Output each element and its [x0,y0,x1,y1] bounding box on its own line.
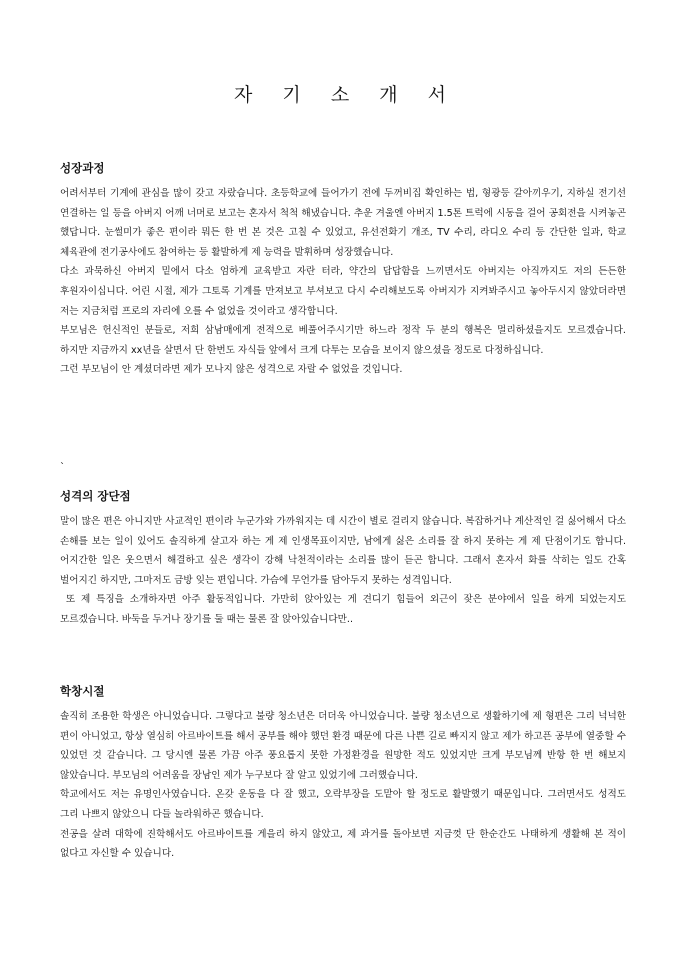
section-heading-school-days: 학창시절 [60,684,105,698]
section-school-days [60,683,626,864]
section-heading-personality: 성격의 장단점 [60,489,131,503]
stray-mark: ` [60,462,65,473]
section-heading-growth: 성장과정 [60,161,105,175]
paragraph: 솔직히 조용한 학생은 아니었습니다. 그렇다고 불량 청소년은 더더욱 아니었습니다. 불량 청소년으로 생활하기에 제 형편은 그리 넉넉한 편이 아니었고, 항상 열심히 아르바이트를 해서 공부를 해야 했던 환경 때문에 다른 나쁜 길로 빠지지 않고 제가 하고픈 공부에 열중할 수 있었던 것 같습니다. 그 당시엔 물론 가끔 아주 풍요롭지 못한 가정환경을 원망한 적도 있었지만 크게 부모님께 반항 한 번 해보지 않았습니다. 부모님의 어려움을 장남인 제가 누구보다 잘 알고 있었기에 그러했습니다. [60,711,626,781]
paragraph: 학교에서도 저는 유명인사였습니다. 온갖 운동을 다 잘 했고, 오락부장을 도맡아 할 정도로 활발했기 때문입니다. 그러면서도 성적도 그리 나쁘지 않았으니 다들 놀라워하곤 했습니다. [60,789,626,820]
paragraph: 다소 과묵하신 아버지 밑에서 다소 엄하게 교육받고 자란 터라, 약간의 답답함을 느끼면서도 아버지는 아직까지도 저의 든든한 후원자이십니다. 어린 시절, 제가 그토록 기계를 만져보고 부셔보고 다시 수리해보도록 아버지가 지켜봐주시고 놓아두시지 않았더라면 저는 지금처럼 프로의 자리에 오를 수 없었을 것이라고 생각합니다. [60,266,626,317]
section-personality [60,488,630,630]
paragraph: 말이 많은 편은 아니지만 사교적인 편이라 누군가와 가까워지는 데 시간이 별로 걸리지 않습니다. 복잡하거나 계산적인 걸 싫어해서 다소 손해를 보는 일이 있어도 솔직하게 살고자 하는 게 제 인생목표이지만, 남에게 싫은 소리를 잘 하지 못하는 게 제 단점이기도 합니다. 어지간한 일은 웃으면서 해결하고 싶은 생각이 강해 낙천적이라는 소리를 많이 듣곤 합니다. 그래서 혼자서 화를 삭히는 일도 간혹 벌어지긴 하지만, 그마저도 금방 잊는 편입니다. 가슴에 무언가를 담아두지 못하는 성격입니다. [60,516,626,586]
paragraph: 그런 부모님이 안 계셨더라면 제가 모나지 않은 성격으로 자랄 수 없었을 것입니다. [60,364,403,376]
document-title: 자 기 소 개 서 [234,84,458,106]
paragraph: 또 제 특징을 소개하자면 아주 활동적입니다. 가만히 앉아있는 게 견디기 힘들어 외근이 잦은 분야에서 일을 하게 되었는지도 모르겠습니다. 바둑을 두거나 장기를 둘 때는 물론 잘 앉아있습니다만.. [60,594,630,625]
paragraph: 어려서부터 기계에 관심을 많이 갖고 자랐습니다. 초등학교에 들어가기 전에 두꺼비집 확인하는 법, 형광등 갈아끼우기, 지하실 전기선 연결하는 일 등을 아버지 어깨 너머로 보고는 혼자서 척척 해냈습니다. 추운 겨울엔 아버지 1.5톤 트럭에 시동을 걸어 공회전을 시켜놓곤 했답니다. 눈썰미가 좋은 편이라 뭐든 한 번 본 것은 고칠 수 있었고, 유선전화기 개조, TV 수리, 라디오 수리 등 간단한 일과, 학교 체육관에 전기공사에도 참여하는 등 활발하게 제 능력을 발휘하며 성장했습니다. [60,188,626,258]
paragraph: 전공을 살려 대학에 진학해서도 아르바이트를 게을리 하지 않았고, 제 과거를 돌아보면 지금껏 단 한순간도 나태하게 생활해 본 적이 없다고 자신할 수 있습니다. [60,828,626,860]
paragraph: 부모님은 헌신적인 분들로, 저희 삼남매에게 전적으로 베풀어주시기만 하느라 정작 두 분의 행복은 멀리하셨을지도 모르겠습니다. 하지만 지금까지 xx년을 살면서 단 한번도 자식들 앞에서 크게 다투는 모습을 보이지 않으셨을 정도로 다정하십니다. [60,325,626,356]
section-growth [60,160,626,380]
